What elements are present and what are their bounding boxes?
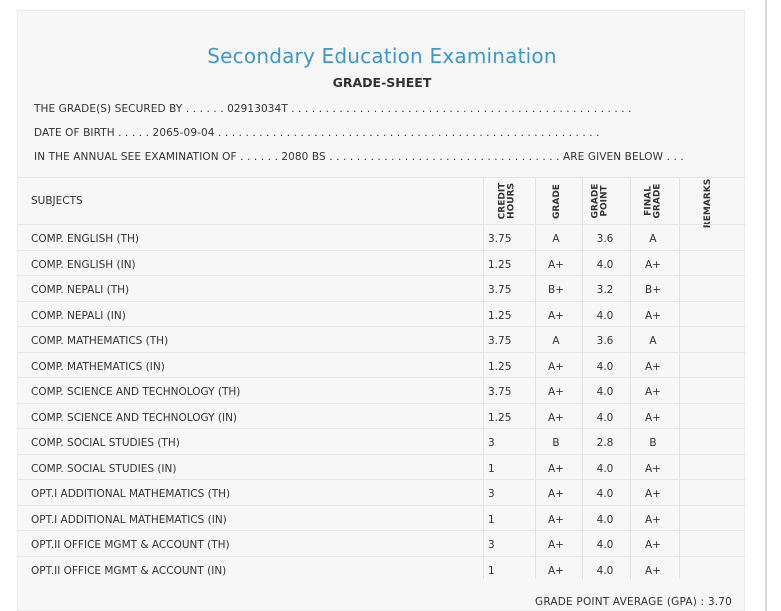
header-final-grade: FINAL GRADE	[643, 183, 662, 219]
credit-hours-cell: 1	[488, 462, 495, 475]
grade-cell: A	[552, 335, 560, 347]
final-grade-cell: B+	[644, 284, 661, 296]
grade-cell: A+	[548, 488, 564, 500]
table-row	[18, 301, 746, 328]
grade-point-cell: 4.0	[596, 309, 614, 322]
grade-point-cell: 4.0	[596, 462, 614, 475]
table-row	[18, 275, 746, 302]
column-divider	[630, 177, 631, 579]
page-edge-divider	[765, 0, 767, 611]
final-grade-cell: A+	[645, 462, 661, 475]
grade-point-cell: 4.0	[596, 258, 614, 271]
subject-cell: COMP. SCIENCE AND TECHNOLOGY (IN)	[31, 411, 238, 424]
final-grade-cell: A	[649, 233, 657, 245]
header-subjects: SUBJECTS	[31, 195, 83, 207]
subject-cell: COMP. NEPALI (TH)	[31, 284, 130, 296]
table-row	[18, 326, 746, 353]
final-grade-cell: A+	[645, 513, 661, 526]
grade-point-cell: 3.2	[596, 284, 614, 296]
grade-point-cell: 4.0	[596, 488, 614, 500]
subject-cell: COMP. SOCIAL STUDIES (IN)	[31, 462, 177, 475]
subject-cell: COMP. SOCIAL STUDIES (TH)	[31, 437, 180, 449]
grade-cell: A+	[548, 386, 564, 398]
grade-point-cell: 3.6	[596, 233, 614, 245]
subject-cell: OPT.II OFFICE MGMT & ACCOUNT (TH)	[31, 539, 230, 551]
grade-point-cell: 4.0	[596, 360, 614, 373]
credit-hours-cell: 3	[488, 437, 495, 449]
header-grade-point: GRADE POINT	[590, 183, 609, 219]
subject-cell: COMP. SCIENCE AND TECHNOLOGY (TH)	[31, 386, 241, 398]
grade-cell: A+	[548, 411, 564, 424]
grade-cell: B+	[547, 284, 564, 296]
table-row	[18, 377, 746, 404]
final-grade-cell: B	[649, 437, 657, 449]
credit-hours-cell: 3	[488, 488, 495, 500]
credit-hours-cell: 1.25	[488, 360, 512, 373]
grade-sheet-heading: GRADE-SHEET	[332, 75, 432, 90]
gpa-summary: GRADE POINT AVERAGE (GPA) : 3.70	[534, 596, 732, 608]
header-credit-hours: CREDIT HOURS	[497, 182, 516, 220]
grade-point-cell: 3.6	[596, 335, 614, 347]
grade-point-cell: 2.8	[596, 437, 614, 449]
credit-hours-cell: 1.25	[488, 258, 512, 271]
grade-cell: A+	[548, 462, 564, 475]
header-remarks: REMARKS	[703, 178, 714, 228]
table-row	[18, 352, 746, 379]
subject-cell: COMP. MATHEMATICS (TH)	[31, 335, 169, 347]
credit-hours-cell: 1	[488, 513, 495, 526]
grade-cell: A+	[548, 513, 564, 526]
table-row	[18, 454, 746, 481]
table-row	[18, 250, 746, 277]
grade-point-cell: 4.0	[596, 411, 614, 424]
table-header	[18, 177, 746, 228]
final-grade-cell: A+	[645, 488, 661, 500]
grade-cell: B	[552, 437, 560, 449]
final-grade-cell: A+	[645, 309, 661, 322]
final-grade-cell: A+	[645, 539, 661, 551]
subject-cell: COMP. MATHEMATICS (IN)	[31, 360, 165, 373]
subject-cell: COMP. ENGLISH (TH)	[31, 233, 139, 245]
grade-point-cell: 4.0	[596, 513, 614, 526]
column-divider	[483, 177, 484, 579]
subject-cell: OPT.I ADDITIONAL MATHEMATICS (IN)	[31, 513, 227, 526]
grade-cell: A+	[548, 258, 564, 271]
table-row	[18, 505, 746, 532]
credit-hours-cell: 1.25	[488, 309, 512, 322]
grade-point-cell: 4.0	[596, 386, 614, 398]
credit-hours-cell: 3.75	[488, 284, 512, 296]
secured-by-line: THE GRADE(S) SECURED BY . . . . . . 02913034T . . . . . . . . . . . . . . . . . . . . . . . . . . . . . . . . . . . . . . . . . . . . . . . . . .	[34, 103, 632, 115]
grade-cell: A+	[548, 309, 564, 322]
grade-cell: A+	[548, 360, 564, 373]
final-grade-cell: A+	[645, 386, 661, 398]
final-grade-cell: A+	[645, 564, 661, 577]
credit-hours-cell: 3.75	[488, 233, 512, 245]
table-row	[18, 428, 746, 455]
credit-hours-cell: 1	[488, 564, 495, 577]
credit-hours-cell: 1.25	[488, 411, 512, 424]
final-grade-cell: A+	[645, 258, 661, 271]
subject-cell: OPT.II OFFICE MGMT & ACCOUNT (IN)	[31, 564, 227, 577]
grade-cell: A	[552, 233, 560, 245]
table-row	[18, 556, 746, 583]
table-row	[18, 224, 746, 251]
column-divider	[679, 177, 680, 579]
table-row	[18, 530, 746, 557]
final-grade-cell: A	[649, 335, 657, 347]
column-divider	[582, 177, 583, 579]
grade-cell: A+	[548, 539, 564, 551]
credit-hours-cell: 3.75	[488, 335, 512, 347]
subject-cell: COMP. NEPALI (IN)	[31, 309, 126, 322]
header-grade: GRADE	[551, 183, 562, 219]
final-grade-cell: A+	[645, 360, 661, 373]
grade-point-cell: 4.0	[596, 539, 614, 551]
grade-cell: A+	[548, 564, 564, 577]
grade-sheet	[17, 10, 745, 611]
credit-hours-cell: 3.75	[488, 386, 512, 398]
table-row	[18, 403, 746, 430]
final-grade-cell: A+	[645, 411, 661, 424]
date-of-birth-line: DATE OF BIRTH . . . . . 2065-09-04 . . . . . . . . . . . . . . . . . . . . . . . . . . . . . . . . . . . . . . . . . . . . . . . . . . . . . . . .	[34, 127, 600, 139]
table-row	[18, 479, 746, 506]
exam-title: Secondary Education Examination	[207, 44, 557, 68]
examination-line: IN THE ANNUAL SEE EXAMINATION OF . . . . . . 2080 BS . . . . . . . . . . . . . . . . . . . . . . . . . . . . . . . . . . ARE GIVEN BELOW . . .	[34, 151, 684, 163]
subject-cell: OPT.I ADDITIONAL MATHEMATICS (TH)	[31, 488, 231, 500]
credit-hours-cell: 3	[488, 539, 495, 551]
grade-point-cell: 4.0	[596, 564, 614, 577]
column-divider	[535, 177, 536, 579]
subject-cell: COMP. ENGLISH (IN)	[31, 258, 136, 271]
